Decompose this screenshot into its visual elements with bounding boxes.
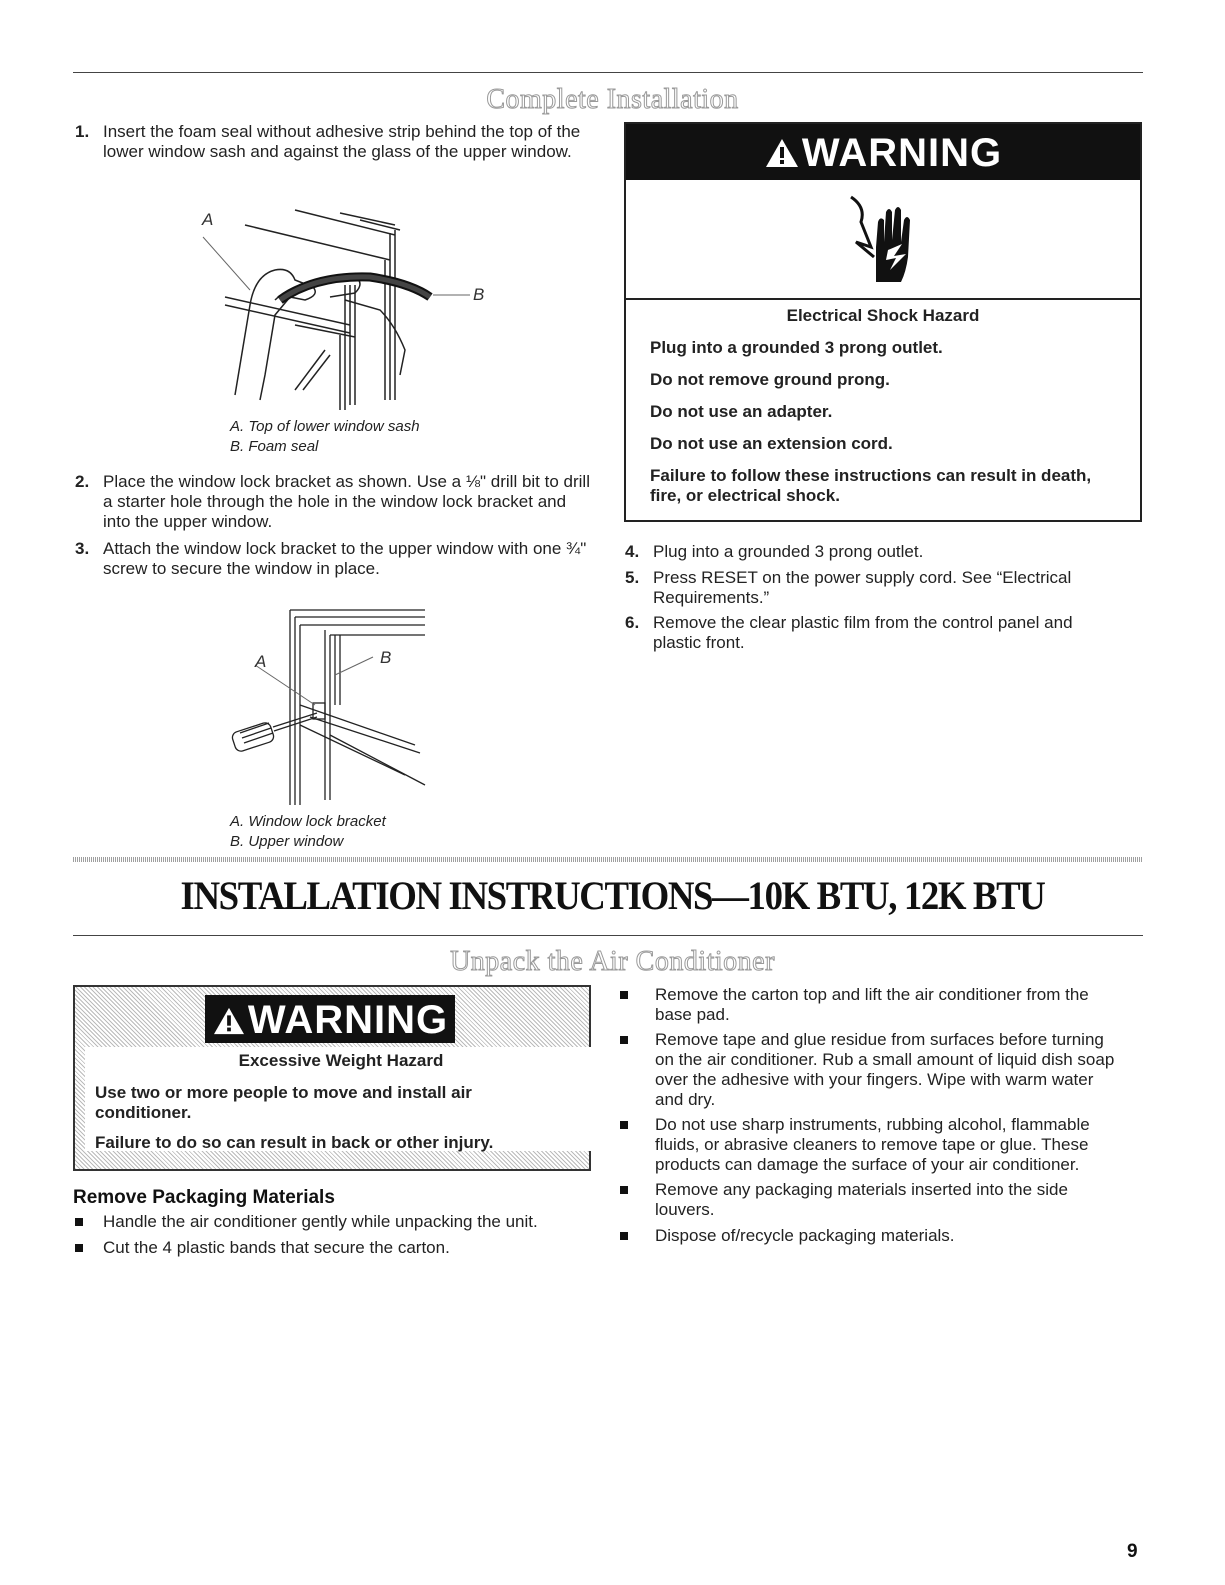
bullet-text: Handle the air conditioner gently while unpacking the unit. xyxy=(103,1212,538,1231)
warning-box-weight xyxy=(73,985,591,1171)
figure-label-a: A xyxy=(202,210,214,229)
bullet-square-icon xyxy=(620,1036,628,1044)
title-rule xyxy=(73,935,1143,936)
remove-packaging-heading: Remove Packaging Materials xyxy=(73,1187,335,1208)
figure-foam-seal xyxy=(195,205,495,415)
bullet-item xyxy=(620,1115,1120,1175)
step-number: 4. xyxy=(625,542,640,561)
caption-a: A. Top of lower window sash xyxy=(230,418,420,435)
warning-header xyxy=(205,995,455,1043)
step-number: 2. xyxy=(75,472,90,491)
step-text: Plug into a grounded 3 prong outlet. xyxy=(653,542,924,561)
electrical-shock-hand-icon xyxy=(846,192,926,292)
warning-line: Failure to follow these instructions can result in death, fire, or electrical shock. xyxy=(650,466,1092,505)
figure-caption-1 xyxy=(230,417,420,457)
step-text: Attach the window lock bracket to the upper window with one ¾" screw to secure the window in place. xyxy=(103,539,587,578)
bullet-square-icon xyxy=(75,1218,83,1226)
bullet-item xyxy=(620,1180,1100,1220)
warning-line: Do not use an adapter. xyxy=(650,402,833,421)
bullet-text: Do not use sharp instruments, rubbing alcohol, flammable fluids, or abrasive cleaners to remove tape or glue. These products can damage the surface of your air conditioner. xyxy=(655,1115,1090,1174)
bullet-square-icon xyxy=(620,1232,628,1240)
main-title: INSTALLATION INSTRUCTIONS—10K BTU, 12K BTU xyxy=(180,873,1045,918)
shock-icon-area xyxy=(626,180,1140,300)
warning-triangle-icon xyxy=(764,137,800,169)
bullet-square-icon xyxy=(620,1121,628,1129)
step-2 xyxy=(75,472,595,532)
bullet-text: Remove the carton top and lift the air conditioner from the base pad. xyxy=(655,985,1089,1024)
step-text: Place the window lock bracket as shown. Use a ⅛" drill bit to drill a starter hole through the hole in the window lock bracket and into the upper window. xyxy=(103,472,590,531)
step-text: Remove the clear plastic film from the control panel and plastic front. xyxy=(653,613,1073,652)
warning-header-text: WARNING xyxy=(247,998,449,1042)
warning-line: Do not remove ground prong. xyxy=(650,370,890,389)
bullet-square-icon xyxy=(620,1186,628,1194)
step-1 xyxy=(75,122,595,162)
step-3 xyxy=(75,539,595,579)
section-divider xyxy=(73,857,1143,862)
bullet-item xyxy=(620,985,1120,1025)
bullet-item xyxy=(620,1226,1100,1246)
figure-label-b: B xyxy=(380,648,392,667)
step-text: Press RESET on the power supply cord. See “Electrical Requirements.” xyxy=(653,568,1072,607)
bullet-text: Cut the 4 plastic bands that secure the carton. xyxy=(103,1238,450,1257)
section-title-unpack: Unpack the Air Conditioner xyxy=(450,946,775,977)
step-6 xyxy=(625,613,1115,653)
step-number: 1. xyxy=(75,122,90,141)
warning-body xyxy=(85,1047,597,1151)
caption-b: B. Foam seal xyxy=(230,438,319,455)
bullet-item xyxy=(75,1212,595,1232)
step-4 xyxy=(625,542,1125,562)
warning-triangle-icon xyxy=(212,1006,246,1036)
top-rule xyxy=(73,72,1143,73)
bullet-square-icon xyxy=(620,991,628,999)
bullet-text: Remove any packaging materials inserted into the side louvers. xyxy=(655,1180,1068,1219)
hazard-title: Excessive Weight Hazard xyxy=(238,1051,444,1070)
warning-line: Do not use an extension cord. xyxy=(650,434,893,453)
window-lock-bracket-illustration xyxy=(225,605,435,810)
step-number: 3. xyxy=(75,539,90,558)
step-text: Insert the foam seal without adhesive strip behind the top of the lower window sash and against the glass of the upper window. xyxy=(103,122,581,161)
warning-line: Failure to do so can result in back or other injury. xyxy=(95,1133,494,1152)
figure-caption-2 xyxy=(230,812,386,852)
bullet-square-icon xyxy=(75,1244,83,1252)
foam-seal-illustration xyxy=(195,205,495,415)
bullet-item xyxy=(75,1238,595,1258)
step-number: 5. xyxy=(625,568,640,587)
page-number: 9 xyxy=(1127,1541,1138,1562)
caption-a: A. Window lock bracket xyxy=(230,813,386,830)
bullet-text: Remove tape and glue residue from surfaces before turning on the air conditioner. Rub a small amount of liquid dish soap over the adhesive with your fingers. Wipe with warm water and dry. xyxy=(655,1030,1115,1109)
hazard-title: Electrical Shock Hazard xyxy=(786,306,980,325)
warning-box-electrical xyxy=(624,122,1142,522)
figure-label-b: B xyxy=(473,285,485,304)
section-title-complete-installation: Complete Installation xyxy=(486,84,739,115)
caption-b: B. Upper window xyxy=(230,833,344,850)
bullet-item xyxy=(620,1030,1125,1110)
warning-line: Plug into a grounded 3 prong outlet. xyxy=(650,338,943,357)
warning-line: Use two or more people to move and install air conditioner. xyxy=(95,1083,472,1122)
bullet-text: Dispose of/recycle packaging materials. xyxy=(655,1226,955,1245)
figure-window-lock-bracket xyxy=(225,605,435,810)
step-5 xyxy=(625,568,1105,608)
warning-header-text: WARNING xyxy=(801,131,1003,175)
figure-label-a: A xyxy=(255,652,267,671)
warning-header xyxy=(626,124,1140,180)
step-number: 6. xyxy=(625,613,640,632)
